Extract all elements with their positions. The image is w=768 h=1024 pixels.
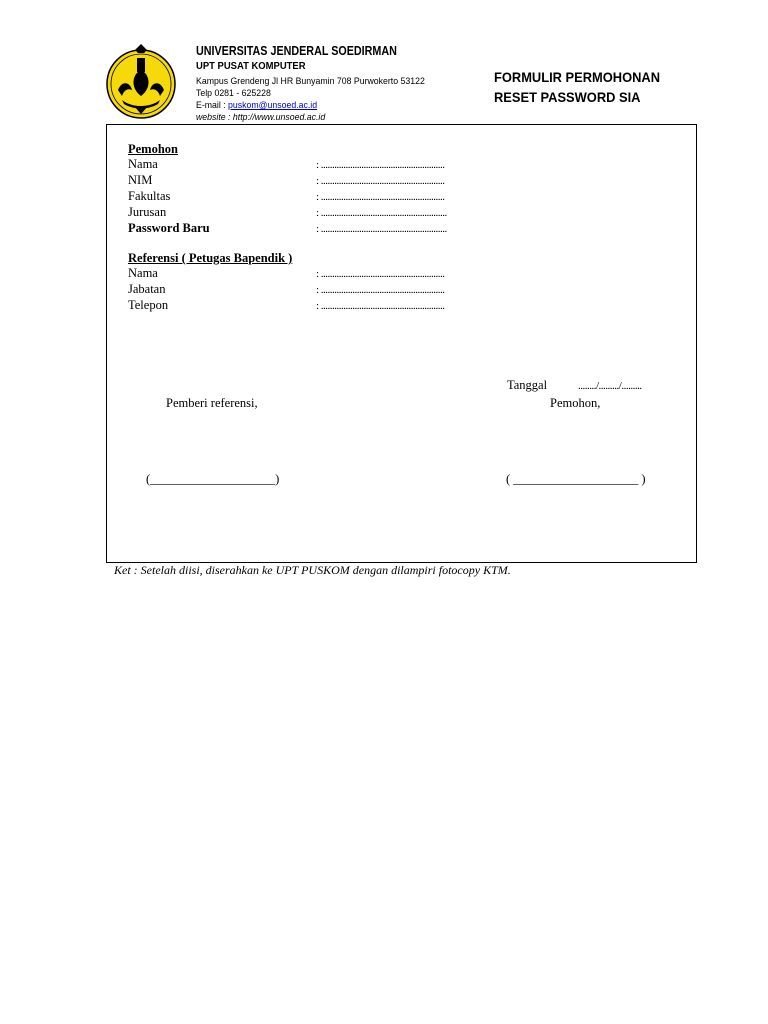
applicant-name-field[interactable]: : ....................................................... xyxy=(316,159,445,171)
applicant-faculty-field[interactable]: : ....................................................... xyxy=(316,191,445,203)
reference-name-field[interactable]: : ....................................................... xyxy=(316,268,445,280)
applicant-major-field[interactable]: : ........................................................ xyxy=(316,207,447,219)
reference-position-field[interactable]: : ....................................................... xyxy=(316,284,445,296)
phone: Telp 0281 - 625228 xyxy=(196,88,271,99)
website[interactable]: website : http://www.unsoed.ac.id xyxy=(196,112,326,123)
reference-phone-field[interactable]: : ....................................................... xyxy=(316,300,445,312)
applicant-nim-label: NIM xyxy=(128,173,153,187)
form-title-line1: FORMULIR PERMOHONAN xyxy=(494,69,661,85)
new-password-label: Password Baru xyxy=(128,221,210,235)
form-box xyxy=(106,124,697,563)
date-field[interactable]: ......../........./......... xyxy=(578,380,642,392)
email-prefix: E-mail : xyxy=(196,100,229,111)
date-label: Tanggal xyxy=(507,378,548,392)
university-logo xyxy=(104,44,178,120)
new-password-field[interactable]: : ........................................................ xyxy=(316,223,447,235)
applicant-signature-label: Pemohon, xyxy=(550,396,601,410)
applicant-heading: Pemohon xyxy=(128,142,178,156)
referee-signature-label: Pemberi referensi, xyxy=(166,396,258,410)
university-name: UNIVERSITAS JENDERAL SOEDIRMAN xyxy=(196,44,397,58)
applicant-name-label: Nama xyxy=(128,157,158,171)
address: Kampus Grendeng Jl HR Bunyamin 708 Purwokerto 53122 xyxy=(196,76,425,87)
reference-phone-label: Telepon xyxy=(128,298,169,312)
reference-name-label: Nama xyxy=(128,266,158,280)
applicant-signature-line[interactable]: ( ____________________ ) xyxy=(506,472,646,486)
unit-name: UPT PUSAT KOMPUTER xyxy=(196,60,306,72)
applicant-nim-field[interactable]: : ....................................................... xyxy=(316,175,445,187)
applicant-major-label: Jurusan xyxy=(128,205,167,219)
referee-signature-line[interactable]: (____________________) xyxy=(146,472,280,486)
form-title-line2: RESET PASSWORD SIA xyxy=(494,89,641,105)
email-link[interactable]: puskom@unsoed.ac.id xyxy=(228,100,318,111)
email-line xyxy=(196,100,317,111)
applicant-faculty-label: Fakultas xyxy=(128,189,171,203)
reference-position-label: Jabatan xyxy=(128,282,166,296)
footnote: Ket : Setelah diisi, diserahkan ke UPT PUSKOM dengan dilampiri fotocopy KTM. xyxy=(114,563,511,577)
reference-heading: Referensi ( Petugas Bapendik ) xyxy=(128,251,293,265)
